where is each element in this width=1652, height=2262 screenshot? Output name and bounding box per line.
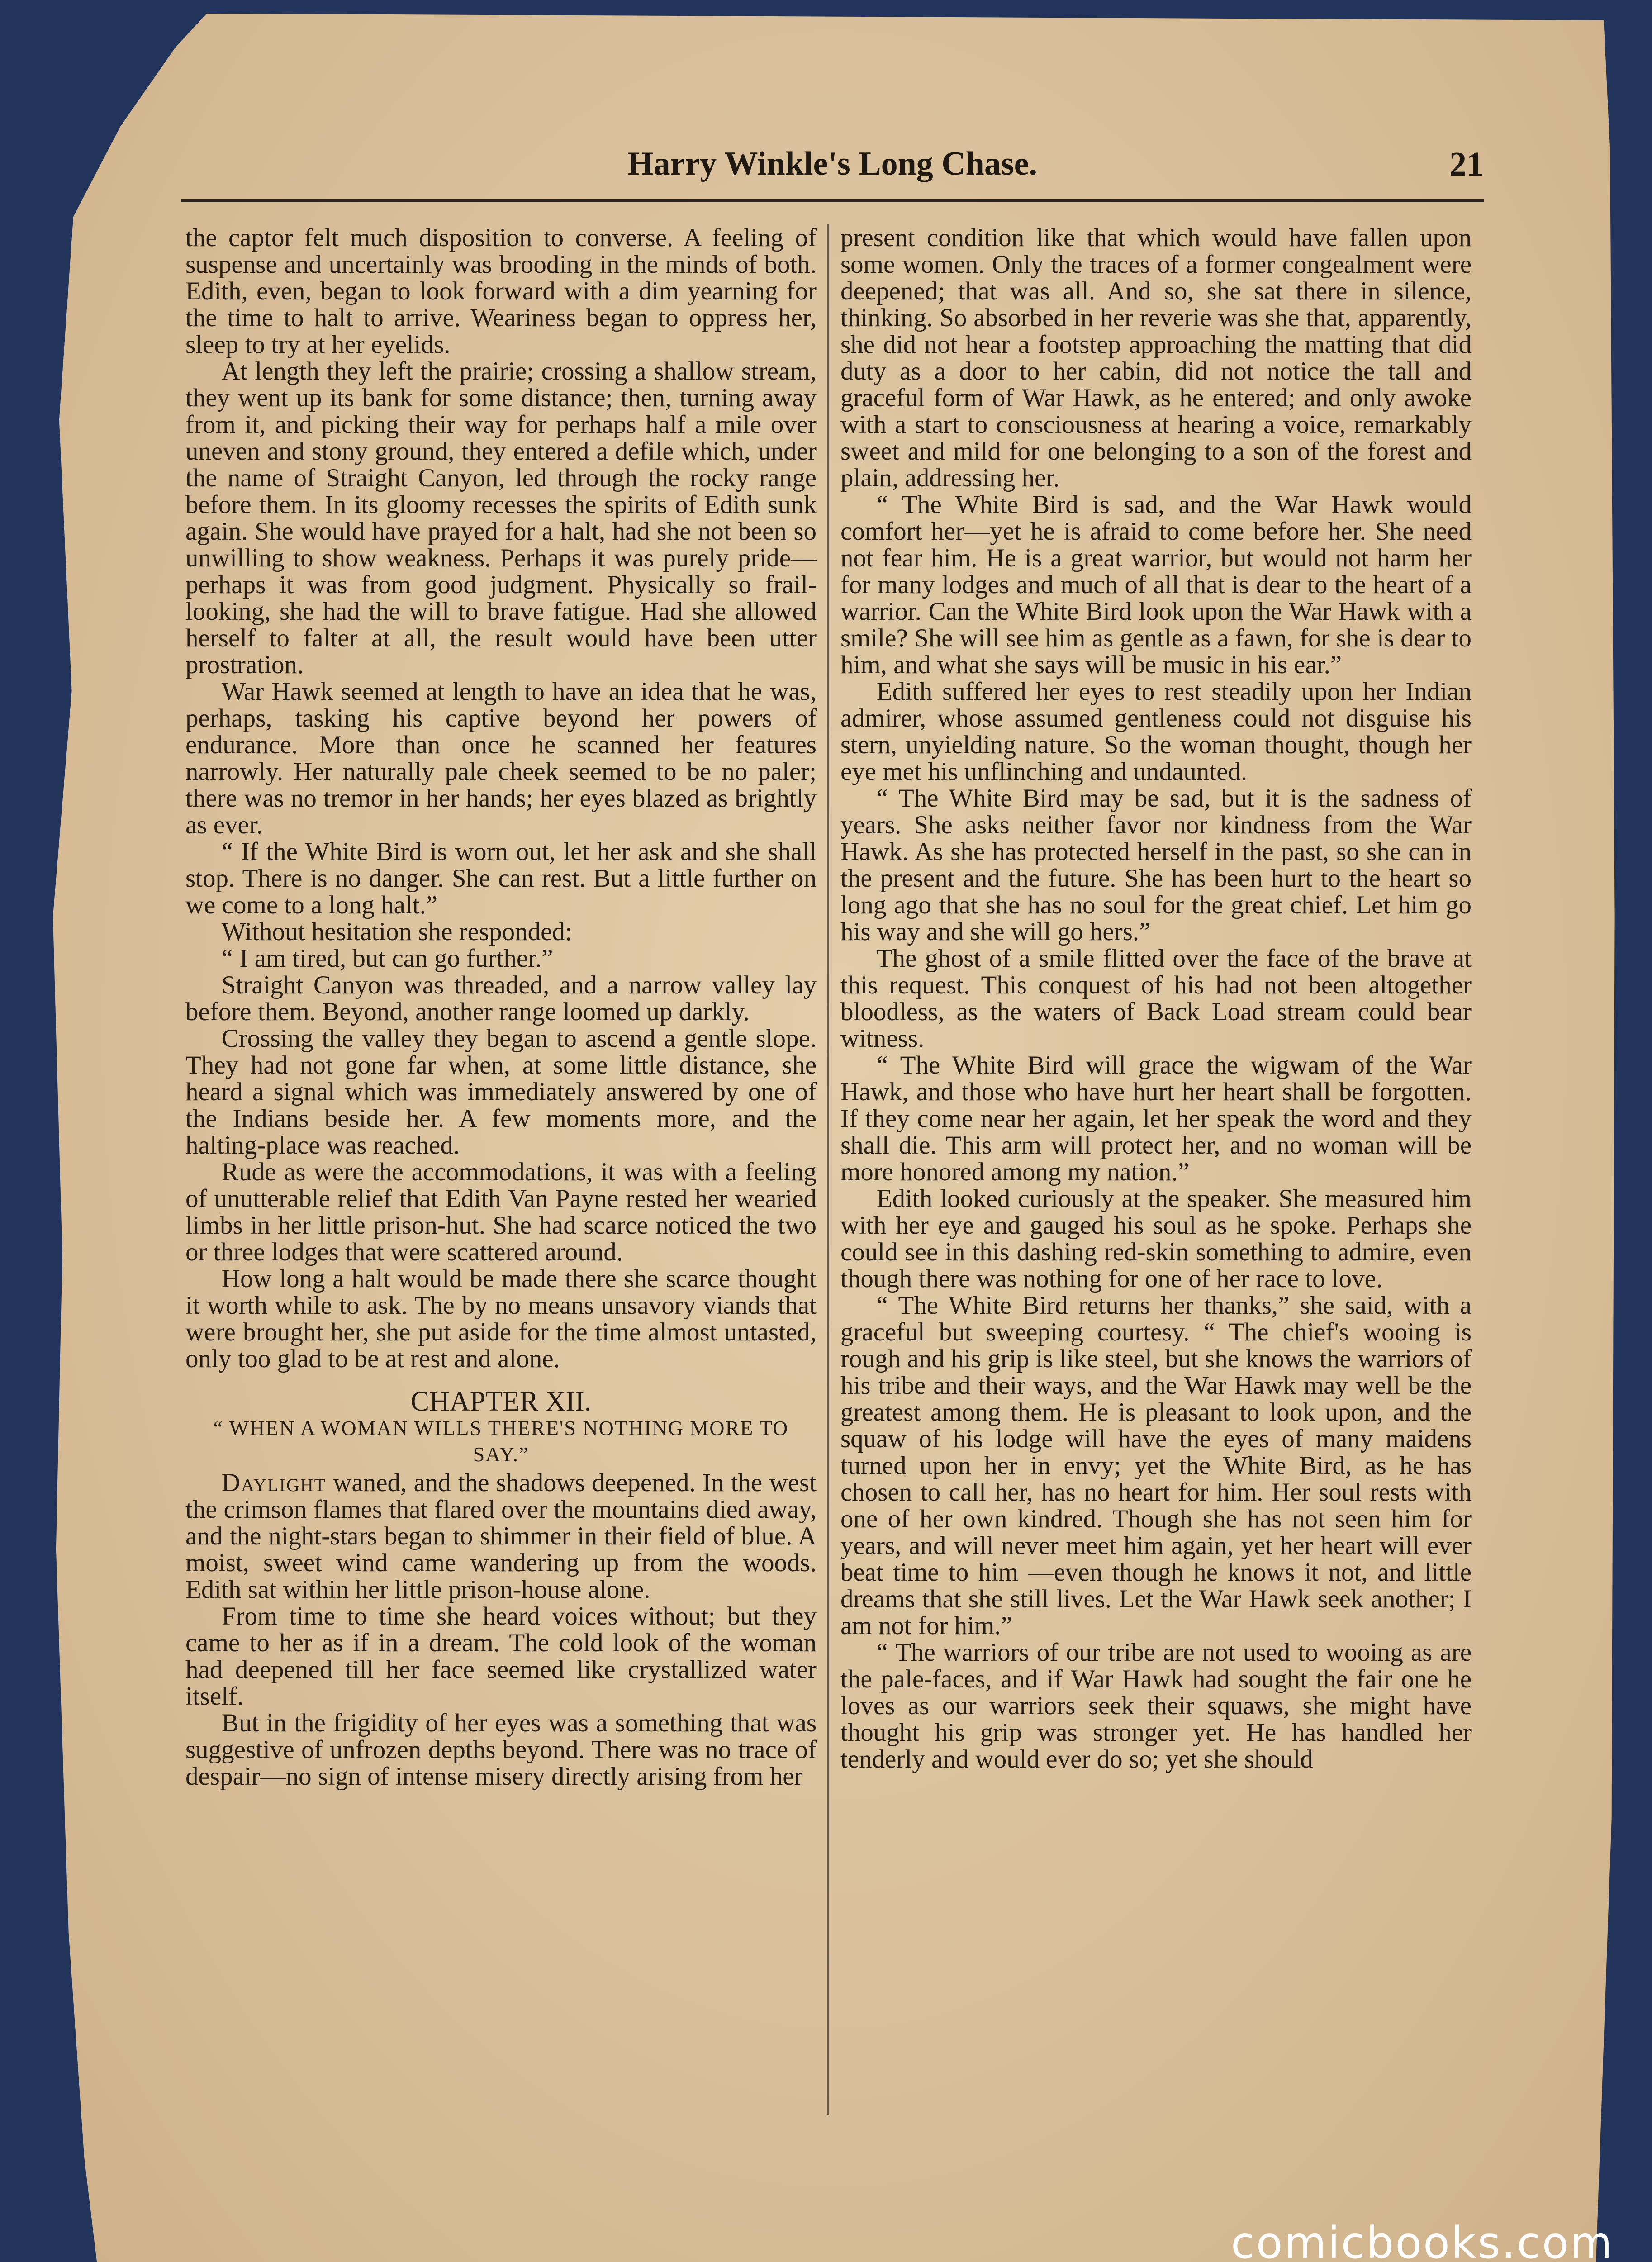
paragraph: “ The warriors of our tribe are not used to wooing as are the pale-faces, and if War Hawk had sought the fair one he loves as our warriors seek their squaws, she might have thought his grip was stronger yet. He has handled her tenderly and would ever do so; yet she should <box>840 1638 1472 1773</box>
right-column <box>840 224 1472 2156</box>
chapter-opening-word: Daylight <box>221 1468 327 1497</box>
chapter-number: CHAPTER XII. <box>410 1386 592 1417</box>
paragraph: The ghost of a smile flitted over the face of the brave at this request. This conquest of his had not been altogether bloodless, as the waters of Back Load stream could bear witness. <box>840 944 1472 1053</box>
paragraph: Straight Canyon was threaded, and a narrow valley lay before them. Beyond, another range loomed up darkly. <box>185 971 817 1026</box>
paragraph: the captor felt much disposition to converse. A feeling of suspense and uncertainly was brooding in the minds of both. Edith, even, began to look forward with a dim yearning for the time to halt to arrive. Weariness began to oppress her, sleep to try at her eyelids. <box>185 224 817 359</box>
paragraph: “ If the White Bird is worn out, let her ask and she shall stop. There is no danger. She can rest. But a little further on we come to a long halt.” <box>185 837 817 919</box>
paragraph: War Hawk seemed at length to have an idea that he was, perhaps, tasking his captive beyond her powers of endurance. More than once he scanned her features narrowly. Her naturally pale cheek seemed to be no paler; there was no tremor in her hands; her eyes blazed as brightly as ever. <box>185 677 817 839</box>
running-title: Harry Winkle's Long Chase. <box>627 145 1037 182</box>
paragraph: “ The White Bird may be sad, but it is the sadness of years. She asks neither favor nor kindness from the War Hawk. As she has protected herself in the past, so she can in the present and the future. She has been hurt to the heart so long ago that she has no soul for the great chief. Let him go his way and she will go hers.” <box>840 784 1472 946</box>
watermark-logo: comicbooks.com <box>1230 2218 1614 2262</box>
paragraph: Without hesitation she responded: <box>221 917 572 946</box>
paragraph: But in the frigidity of her eyes was a something that was suggestive of unfrozen depths beyond. There was no trace of despair—no sign of intense misery directly arising from her <box>185 1709 817 1791</box>
paragraph: Edith looked curiously at the speaker. She measured him with her eye and gauged his soul as he spoke. Perhaps she could see in this dashing red-skin something to admire, even though there was nothing for one of her race to love. <box>840 1184 1472 1293</box>
paragraph: present condition like that which would have fallen upon some women. Only the traces of a former congealment were deepened; that was all. And so, she sat there in silence, thinking. So absorbed in her reverie was she that, apparently, she did not hear a footstep approaching the matting that did duty as a door to her cabin, did not notice the tall and graceful form of War Hawk, as he entered; and only awoke with a start to consciousness at hearing a voice, remarkably sweet and mild for one belonging to a son of the forest and plain, addressing her. <box>840 224 1472 492</box>
paragraph: Crossing the valley they began to ascend a gentle slope. They had not gone far when, at some little distance, she heard a signal which was immediately answered by one of the Indians beside her. A few moments more, and the halting-place was reached. <box>185 1024 817 1160</box>
chapter-title: “ WHEN A WOMAN WILLS THERE'S NOTHING MORE TO SAY.” <box>213 1416 789 1466</box>
paragraph: From time to time she heard voices without; but they came to her as if in a dream. The cold look of the woman had deepened till her face seemed like crystallized water itself. <box>185 1602 817 1711</box>
paragraph: Rude as were the accommodations, it was with a feeling of unutterable relief that Edith Van Payne rested her wearied limbs in her little prison-hut. She had scarce noticed the two or three lodges that were scattered around. <box>185 1158 817 1266</box>
paragraph: “ The White Bird is sad, and the War Hawk would comfort her—yet he is afraid to come before her. She need not fear him. He is a great warrior, but would not harm her for many lodges and much of all that is dear to the heart of a warrior. Can the White Bird look upon the War Hawk with a smile? She will see him as gentle as a fawn, for she is dear to him, and what she says will be music in his ear.” <box>840 490 1472 679</box>
paragraph: “ I am tired, but can go further.” <box>221 944 553 973</box>
paragraph: “ The White Bird returns her thanks,” she said, with a graceful but sweeping courtesy. “ The chief's wooing is rough and his grip is like steel, but she knows the warriors of his tribe and their ways, and the War Hawk may well be the greatest among them. He is pleasant to look upon, and the squaw of his lodge will have the eyes of many maidens turned upon her in envy; yet the White Bird, as he has chosen to call her, has no heart for him. Her soul rests with one of her own kindred. Though she has not seen him for years, and will never meet him again, yet her heart will ever beat time to him —even though he knows it not, and little dreams that she still lives. Let the War Hawk seek another; I am not for him.” <box>840 1291 1472 1640</box>
left-column <box>185 224 817 2156</box>
page-number: 21 <box>1449 145 1484 183</box>
paragraph: At length they left the prairie; crossing a shallow stream, they went up its bank for some distance; then, turning away from it, and picking their way for perhaps half a mile over uneven and stony ground, they entered a defile which, under the name of Straight Canyon, led through the rocky range before them. In its gloomy recesses the spirits of Edith sunk again. She would have prayed for a halt, had she not been so unwilling to show weakness. Perhaps it was purely pride—perhaps it was from good judgment. Physically so frail-looking, she had the will to brave fatigue. Had she allowed herself to falter at all, the result would have been utter prostration. <box>185 357 817 679</box>
column-divider <box>827 224 829 2115</box>
page-header <box>181 145 1484 202</box>
paragraph-text: waned, and the shadows deepened. In the west the crimson flames that flared over the mountains died away, and the night-stars began to shimmer in their field of blue. A moist, sweet wind came wandering up from the woods. Edith sat within her little prison-house alone. <box>185 1468 817 1604</box>
paragraph: How long a halt would be made there she scarce thought it worth while to ask. The by no means unsavory viands that were brought her, she put aside for the time almost untasted, only too glad to be at rest and alone. <box>185 1264 817 1373</box>
paragraph: Edith suffered her eyes to rest steadily upon her Indian admirer, whose assumed gentleness could not disguise his stern, unyielding nature. So the woman thought, though her eye met his unflinching and undaunted. <box>840 677 1472 786</box>
paragraph: “ The White Bird will grace the wigwam of the War Hawk, and those who have hurt her heart shall be forgotten. If they come near her again, let her speak the word and they shall die. This arm will protect her, and no woman will be more honored among my nation.” <box>840 1051 1472 1186</box>
paragraph <box>185 1469 817 1603</box>
